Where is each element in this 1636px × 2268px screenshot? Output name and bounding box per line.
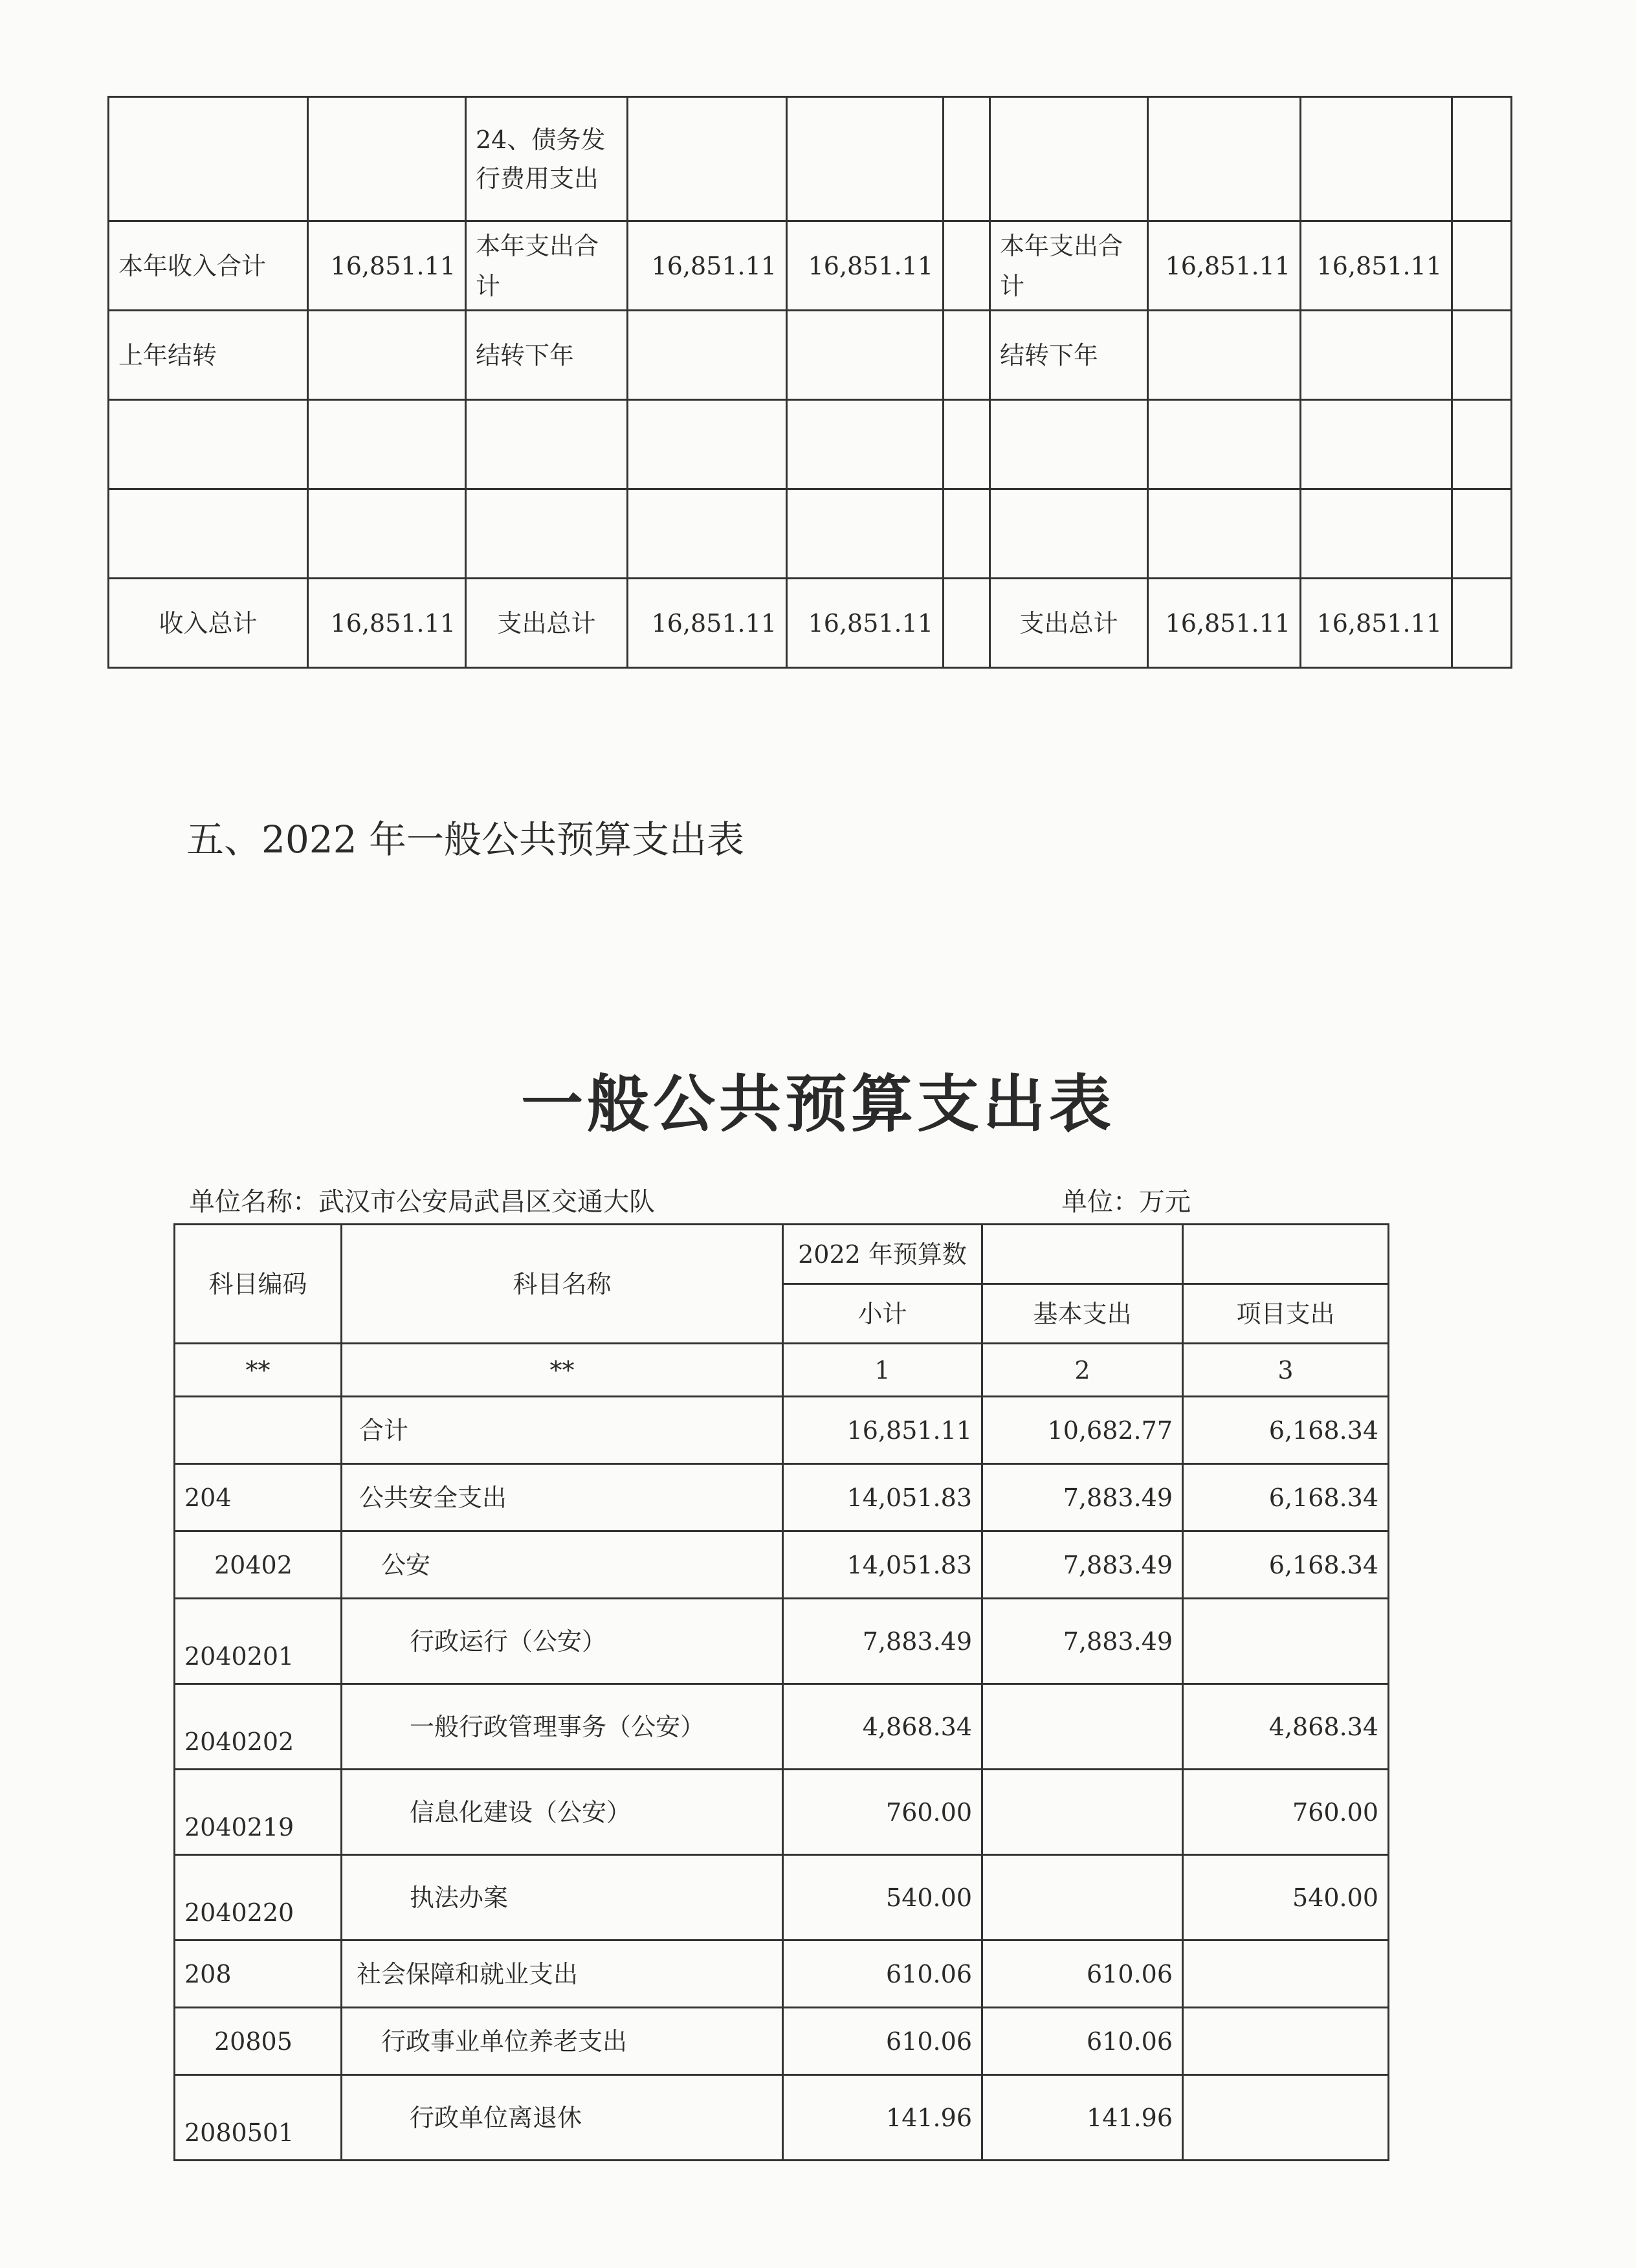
code-cell: 204 (175, 1464, 342, 1531)
table-row (175, 1770, 1389, 1855)
project-cell: 760.00 (1183, 1770, 1389, 1855)
subtotal-cell: 760.00 (783, 1770, 982, 1855)
table-row (109, 311, 1512, 400)
cell: 支出总计 (990, 579, 1148, 668)
cell (1452, 579, 1512, 668)
subtotal-cell: 610.06 (783, 2008, 982, 2075)
basic-cell (982, 1770, 1183, 1855)
code-cell: 208 (175, 1940, 342, 2008)
cell (787, 97, 944, 221)
cell: 16,851.11 (1301, 579, 1452, 668)
basic-cell: 610.06 (982, 2008, 1183, 2075)
table-row (175, 2008, 1389, 2075)
basic-cell (982, 1684, 1183, 1770)
table-row (175, 1855, 1389, 1940)
cell (1452, 489, 1512, 579)
subtotal-cell: 14,051.83 (783, 1464, 982, 1531)
name-cell: 信息化建设（公安） (342, 1770, 783, 1855)
cell: 本年支出合计 (466, 221, 628, 311)
unit-name: 单位名称：武汉市公安局武昌区交通大队 (189, 1187, 655, 1217)
name-cell: 合计 (342, 1397, 783, 1464)
index-cell: 3 (1183, 1344, 1389, 1397)
basic-cell: 7,883.49 (982, 1531, 1183, 1599)
spacer-cell (944, 221, 990, 311)
cell (628, 489, 787, 579)
code-cell: 2040220 (175, 1855, 342, 1940)
project-cell: 6,168.34 (1183, 1397, 1389, 1464)
cell: 16,851.11 (628, 221, 787, 311)
cell (1148, 400, 1301, 489)
name-cell: 公共安全支出 (342, 1464, 783, 1531)
cell: 支出总计 (466, 579, 628, 668)
project-cell: 6,168.34 (1183, 1464, 1389, 1531)
cell: 16,851.11 (1148, 221, 1301, 311)
name-cell: 公安 (342, 1531, 783, 1599)
header-row (175, 1225, 1389, 1284)
basic-cell: 610.06 (982, 1940, 1183, 2008)
cell (308, 311, 466, 400)
table-row (109, 97, 1512, 221)
unit-label: 单位：万元 (1061, 1187, 1191, 1217)
subtotal-cell: 16,851.11 (783, 1397, 982, 1464)
cell (1148, 97, 1301, 221)
cell (990, 97, 1148, 221)
subtotal-cell: 7,883.49 (783, 1599, 982, 1684)
header-project: 项目支出 (1183, 1284, 1389, 1344)
subtotal-cell: 14,051.83 (783, 1531, 982, 1599)
subtotal-cell: 141.96 (783, 2075, 982, 2161)
cell: 16,851.11 (787, 579, 944, 668)
cell (1301, 97, 1452, 221)
cell: 16,851.11 (308, 221, 466, 311)
section-heading: 五、2022 年一般公共预算支出表 (186, 817, 745, 862)
page-title: 一般公共预算支出表 (521, 1067, 1115, 1140)
project-cell: 6,168.34 (1183, 1531, 1389, 1599)
cell (787, 489, 944, 579)
top-summary-table (107, 96, 1512, 669)
index-cell: 2 (982, 1344, 1183, 1397)
spacer-cell (944, 97, 990, 221)
header-name: 科目名称 (342, 1225, 783, 1344)
basic-cell: 141.96 (982, 2075, 1183, 2161)
index-cell: ** (175, 1344, 342, 1397)
cell (1301, 489, 1452, 579)
cell (1452, 221, 1512, 311)
basic-cell: 7,883.49 (982, 1599, 1183, 1684)
spacer-cell (944, 311, 990, 400)
name-cell: 执法办案 (342, 1855, 783, 1940)
header-blank (982, 1225, 1183, 1284)
cell (1452, 311, 1512, 400)
table-row (175, 2075, 1389, 2161)
project-cell (1183, 1599, 1389, 1684)
project-cell (1183, 1940, 1389, 2008)
cell: 结转下年 (990, 311, 1148, 400)
subtotal-cell: 610.06 (783, 1940, 982, 2008)
spacer-cell (944, 489, 990, 579)
cell: 结转下年 (466, 311, 628, 400)
basic-cell: 7,883.49 (982, 1464, 1183, 1531)
cell (466, 400, 628, 489)
cell (787, 400, 944, 489)
code-cell: 2040219 (175, 1770, 342, 1855)
cell (1148, 489, 1301, 579)
name-cell: 行政事业单位养老支出 (342, 2008, 783, 2075)
header-basic: 基本支出 (982, 1284, 1183, 1344)
cell (1148, 311, 1301, 400)
header-budget: 2022 年预算数 (783, 1225, 982, 1284)
cell (308, 400, 466, 489)
table-row (109, 221, 1512, 311)
code-cell: 2080501 (175, 2075, 342, 2161)
cell: 24、债务发行费用支出 (466, 97, 628, 221)
cell (990, 489, 1148, 579)
code-cell: 20402 (175, 1531, 342, 1599)
header-subtotal: 小计 (783, 1284, 982, 1344)
cell (1301, 311, 1452, 400)
cell: 本年支出合计 (990, 221, 1148, 311)
table-row (175, 1531, 1389, 1599)
index-cell: 1 (783, 1344, 982, 1397)
name-cell: 社会保障和就业支出 (342, 1940, 783, 2008)
spacer-cell (944, 400, 990, 489)
table-row (175, 1940, 1389, 2008)
table-row (175, 1397, 1389, 1464)
cell (109, 489, 308, 579)
basic-cell: 10,682.77 (982, 1397, 1183, 1464)
cell (466, 489, 628, 579)
cell (628, 97, 787, 221)
table-row (109, 400, 1512, 489)
table-row (175, 1464, 1389, 1531)
cell (628, 400, 787, 489)
subtotal-cell: 4,868.34 (783, 1684, 982, 1770)
cell: 16,851.11 (628, 579, 787, 668)
code-cell: 2040202 (175, 1684, 342, 1770)
basic-cell (982, 1855, 1183, 1940)
table-row (109, 579, 1512, 668)
cell (1452, 400, 1512, 489)
cell (1452, 97, 1512, 221)
cell: 16,851.11 (787, 221, 944, 311)
cell (1301, 400, 1452, 489)
cell: 16,851.11 (1148, 579, 1301, 668)
cell (308, 489, 466, 579)
code-cell (175, 1397, 342, 1464)
cell: 本年收入合计 (109, 221, 308, 311)
cell (990, 400, 1148, 489)
cell (109, 400, 308, 489)
name-cell: 一般行政管理事务（公安） (342, 1684, 783, 1770)
index-cell: ** (342, 1344, 783, 1397)
header-blank (1183, 1225, 1389, 1284)
header-code: 科目编码 (175, 1225, 342, 1344)
budget-expense-table (173, 1223, 1389, 2161)
project-cell: 540.00 (1183, 1855, 1389, 1940)
table-row (109, 489, 1512, 579)
cell: 上年结转 (109, 311, 308, 400)
cell (787, 311, 944, 400)
subtotal-cell: 540.00 (783, 1855, 982, 1940)
name-cell: 行政运行（公安） (342, 1599, 783, 1684)
cell (308, 97, 466, 221)
table-row (175, 1599, 1389, 1684)
cell (109, 97, 308, 221)
cell: 16,851.11 (1301, 221, 1452, 311)
table-row (175, 1684, 1389, 1770)
project-cell: 4,868.34 (1183, 1684, 1389, 1770)
code-cell: 20805 (175, 2008, 342, 2075)
index-row (175, 1344, 1389, 1397)
cell: 收入总计 (109, 579, 308, 668)
project-cell (1183, 2075, 1389, 2161)
spacer-cell (944, 579, 990, 668)
project-cell (1183, 2008, 1389, 2075)
cell (628, 311, 787, 400)
name-cell: 行政单位离退休 (342, 2075, 783, 2161)
code-cell: 2040201 (175, 1599, 342, 1684)
cell: 16,851.11 (308, 579, 466, 668)
